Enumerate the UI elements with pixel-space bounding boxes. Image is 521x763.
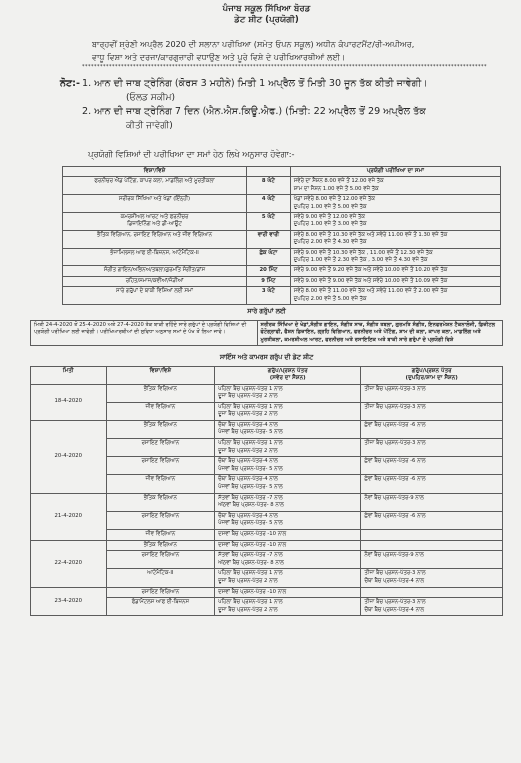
science-header-morning: [215, 366, 361, 384]
science-date: 20-4-2020: [31, 420, 107, 493]
science-evening-batches: ਛੇਵਾਂ ਬੈਚ ਪ੍ਰਸ਼ਨ-ਪੱਤਰ -6 ਨਾਲ: [361, 511, 503, 529]
science-morning-batches: ਪਹਿਲਾ ਬੈਚ ਪ੍ਰਸ਼ਨ-ਪੱਤਰ 1 ਨਾਲ ਦੂਜਾ ਬੈਚ ਪ੍ਰਸ਼ਨ-ਪੱਤਰ 2 ਨਾਲ: [215, 402, 361, 420]
science-subject: ਰਸਾਇਣ ਵਿਗਿਆਨ: [106, 587, 215, 598]
science-title: ਸਾਇੰਸ ਅਤੇ ਕਾਮਰਸ ਗਰੁੱਪ ਦੀ ਡੇਟ ਸ਼ੀਟ: [219, 353, 314, 361]
timing-row: [63, 287, 501, 305]
science-subject: ਭੌਤਿਕ ਵਿਗਿਆਨ: [106, 493, 215, 511]
all-groups-left: ਮਿਤੀ 24-4-2020 ਤੋਂ 25-4-2020 ਅਤੇ 27-4-2020 ਤੱਕ ਬਾਕੀ ਰਹਿੰਦੇ ਸਾਰੇ ਗਰੁੱਪਾਂ ਦੇ ਪ੍ਰਯੋਗੀ ਵਿਸ਼ਿਆਂ ਦੀ ਪ੍ਰਯੋਗੀ ਪਰੀਖਿਆ ਲਈ ਜਾਵੇਗੀ। ਪਰੀਖਿਆਰਥੀਆਂ ਦੀ ਸੁਵਿਧਾ ਅਨੁਸਾਰ ਸਮਾਂ ਦੇ ਪੱਖ ਤੋਂ ਲਿਆ ਜਾਵੇ।: [31, 321, 258, 346]
timing-row: [63, 266, 501, 276]
timing-time: ਖੇਡਾਂ ਸਵੇਰੇ 8.00 ਵਜੇ ਤੋਂ 12.00 ਵਜੇ ਤੱਕ ਦੁਪਹਿਰ 1.00 ਵਜੇ ਤੋਂ 5.00 ਵਜੇ ਤੱਕ: [290, 195, 500, 213]
timing-header-duration: [246, 167, 290, 177]
science-evening-batches: ਤੀਜਾ ਬੈਚ ਪ੍ਰਸ਼ਨ-ਪੱਤਰ-3 ਨਾਲ ਚੌਥਾ ਬੈਚ ਪ੍ਰਸ਼ਨ-ਪੱਤਰ-4 ਨਾਲ: [361, 569, 503, 587]
science-morning-batches: ਚੌਥਾ ਬੈਚ ਪ੍ਰਸ਼ਨ-ਪੱਤਰ-4 ਨਾਲ ਪੰਜਵਾਂ ਬੈਚ ਪ੍ਰਸ਼ਨ-ਪੱਤਰ- 5 ਨਾਲ: [215, 457, 361, 475]
all-groups-table: [30, 320, 503, 346]
science-subject: ਫੰਡਾਮੈਂਟਲਸ ਆਫ ਈ-ਬਿਜ਼ਨਸ: [106, 598, 215, 616]
timing-duration: ਵਾਰੀ ਵਾਰੀ: [246, 230, 290, 248]
science-subject: ਰਸਾਇਣ ਵਿਗਿਆਨ: [106, 439, 215, 457]
science-morning-batches: ਚੌਥਾ ਬੈਚ ਪ੍ਰਸ਼ਨ-ਪੱਤਰ-4 ਨਾਲ ਪੰਜਵਾਂ ਬੈਚ ਪ੍ਰਸ਼ਨ-ਪੱਤਰ- 5 ਨਾਲ: [215, 475, 361, 493]
science-table: [30, 366, 503, 617]
timing-row: [63, 213, 501, 231]
timing-row: [63, 230, 501, 248]
science-row: [31, 493, 503, 511]
science-evening-batches: [361, 587, 503, 598]
timing-row: [63, 276, 501, 286]
science-subject: ਰਸਾਇਣ ਵਿਗਿਆਨ: [106, 551, 215, 569]
science-date: 22-4-2020: [31, 540, 107, 587]
science-subject: ਆਟੋਮੈਟਿਕ-II: [106, 569, 215, 587]
note-item-2: 2. ਆਨ ਦੀ ਜਾਬ ਟ੍ਰੇਨਿੰਗ 7 ਦਿਨ (ਐਨ.ਐਸ.ਕਿਊ.ਐਫ.) (ਮਿਤੀ: 22 ਅਪ੍ਰੈਲ ਤੋਂ 29 ਅਪ੍ਰੈਲ ਤੱਕ: [82, 106, 426, 117]
intro-line-2: ਵਾਧੂ ਵਿਸ਼ਾ ਅਤੇ ਦਰਜਾ/ਕਾਰਗੁਜ਼ਾਰੀ ਵਧਾਉਣ ਅਤੇ ਪੂਰੇ ਵਿਸ਼ੇ ਦੇ ਪਰੀਖਿਆਰਥੀਆਂ ਲਈ।: [92, 52, 346, 62]
science-header-morning-label: ਗਰੁੱਪ/ਪ੍ਰਸ਼ਨ ਪੱਤਰ: [267, 367, 308, 374]
science-evening-batches: ਤੀਜਾ ਬੈਚ ਪ੍ਰਸ਼ਨ-ਪੱਤਰ-3 ਨਾਲ: [361, 402, 503, 420]
science-morning-batches: ਪਹਿਲਾ ਬੈਚ ਪ੍ਰਸ਼ਨ-ਪੱਤਰ 1 ਨਾਲ ਦੂਜਾ ਬੈਚ ਪ੍ਰਸ਼ਨ-ਪੱਤਰ 2 ਨਾਲ: [215, 598, 361, 616]
science-subject: ਰਸਾਇਣ ਵਿਗਿਆਨ: [106, 457, 215, 475]
science-subject: ਜੀਵ ਵਿਗਿਆਨ: [106, 530, 215, 541]
intro-text: [30, 38, 503, 64]
science-morning-batches: ਦਸਵਾਂ ਬੈਚ ਪ੍ਰਸ਼ਨ-ਪੱਤਰ -10 ਨਾਲ: [215, 587, 361, 598]
timing-subject: ਫਰਨੀਚਰ ਐਂਡ ਪੇਂਟਿੰਗ, ਕਾਪਰ ਕਲਾ, ਮਾਡਲਿੰਗ ਅਤੇ ਮੂਰਤੀਕਲਾ: [63, 177, 247, 195]
notes-block: [30, 77, 503, 133]
timing-time: ਸਵੇਰੇ ਦਾ ਸੈਸ਼ਨ 8.00 ਵਜੇ ਤੋਂ 12.00 ਵਜੇ ਤੱਕ ਸ਼ਾਮ ਦਾ ਸੈਸ਼ਨ 1.00 ਵਜੇ ਤੋਂ 5.00 ਵਜੇ ਤੱਕ: [290, 177, 500, 195]
science-evening-batches: ਤੀਜਾ ਬੈਚ ਪ੍ਰਸ਼ਨ-ਪੱਤਰ-3 ਨਾਲ: [361, 384, 503, 402]
note-item-2-cont: ਕੀਤੀ ਜਾਵੇਗੀ): [126, 121, 173, 131]
timing-duration: 3 ਘੰਟੇ: [246, 287, 290, 305]
science-row: [31, 420, 503, 438]
science-morning-batches: ਦਸਵਾਂ ਬੈਚ ਪ੍ਰਸ਼ਨ-ਪੱਤਰ -10 ਨਾਲ: [215, 540, 361, 551]
timing-time: ਸਵੇਰੇ 8.00 ਵਜੇ ਤੋਂ 11.00 ਵਜੇ ਤੱਕ ਅਤੇ ਸਵੇਰੇ 11.00 ਵਜੇ ਤੋਂ 2.00 ਵਜੇ ਤੱਕ ਦੁਪਹਿਰ 2.00 ਵਜੇ ਤੋਂ 5.00 ਵਜੇ ਤੱਕ: [290, 287, 500, 305]
all-groups-title: ਸਾਰੇ ਗਰੁੱਪਾਂ ਲਈ: [247, 308, 286, 316]
science-header-date: ਮਿਤੀ: [31, 366, 107, 384]
timing-header-subject: ਵਿਸ਼ਾ/ਵਿਸ਼ੇ: [63, 167, 247, 177]
science-morning-batches: ਪਹਿਲਾ ਬੈਚ ਪ੍ਰਸ਼ਨ-ਪੱਤਰ 1 ਨਾਲ ਦੂਜਾ ਬੈਚ ਪ੍ਰਸ਼ਨ-ਪੱਤਰ 2 ਨਾਲ: [215, 569, 361, 587]
science-evening-batches: [361, 530, 503, 541]
notes-label: ਨੋਟ:-: [60, 78, 80, 89]
science-evening-batches: ਤੀਜਾ ਬੈਚ ਪ੍ਰਸ਼ਨ-ਪੱਤਰ-3 ਨਾਲ ਚੌਥਾ ਬੈਚ ਪ੍ਰਸ਼ਨ-ਪੱਤਰ-4 ਨਾਲ: [361, 598, 503, 616]
timing-subject: ਸੰਗੀਤ ਗਾਇਨ/ਅਭਿਨਅ/ਤਬਲਾ/ਗੁਰਮਤਿ ਸੰਗੀਤ/ਡਾਂਸ: [63, 266, 247, 276]
practical-intro: ਪ੍ਰਯੋਗੀ ਵਿਸ਼ਿਆਂ ਦੀ ਪਰੀਖਿਆ ਦਾ ਸਮਾਂ ਹੇਠ ਲਿਖੇ ਅਨੁਸਾਰ ਹੋਵੇਗਾ:-: [88, 149, 295, 159]
science-date: 21-4-2020: [31, 493, 107, 540]
all-groups-right: ਸਰੀਰਕ ਸਿੱਖਿਆ ਦੇ ਖੇਡਾਂ,ਸੰਗੀਤ ਗਾਇਨ, ਸੰਗੀਤ ਸਾਜ਼, ਸੰਗੀਤ ਤਬਲਾ, ਗੁਰਮਤਿ ਸੰਗੀਤ, ਇਨਫਰਮੇਸ਼ਨ ਟੈਕਨਾਲੋਜੀ, ਡਿਜ਼ੀਟਲ ਫੋਟੋਗ੍ਰਾਫੀ, ਫੈਸ਼ਨ ਡਿਜ਼ਾਇਨ, ਗ੍ਰਹਿ ਵਿਗਿਆਨ, ਫਰਨੀਚਰ ਅਤੇ ਪੇਂਟਿੰਗ, ਸ਼ਾਮ ਦੀ ਕਲਾ, ਕਾਪਰ ਕਲਾ, ਮਾਡਲਿੰਗ ਅਤੇ ਮੂਰਤੀਕਲਾ, ਕਮਰਸ਼ੀਅਲ ਆਰਟ, ਫਰਨੀਚਰ ਅਤੇ ਰਸਾਇਣਿਕ ਅਤੇ ਬਾਕੀ ਸਾਰੇ ਗਰੁੱਪਾਂ ਦੇ ਪ੍ਰਯੋਗੀ ਵਿਸ਼ੇ: [257, 321, 502, 346]
science-evening-batches: ਨੌਵਾਂ ਬੈਚ ਪ੍ਰਸ਼ਨ-ਪੱਤਰ-9 ਨਾਲ: [361, 493, 503, 511]
timing-time: ਸਵੇਰੇ 8.00 ਵਜੇ ਤੋਂ 10.30 ਵਜੇ ਤੱਕ ਅਤੇ ਸਵੇਰੇ 11.00 ਵਜੇ ਤੋਂ 1.30 ਵਜੇ ਤੱਕ ਦੁਪਹਿਰ 2.00 ਵਜੇ ਤੋਂ 4.30 ਵਜੇ ਤੱਕ: [290, 230, 500, 248]
note-item-1-sub: (ਓਲਡ ਸਕੀਮ): [126, 93, 176, 103]
science-evening-batches: ਛੇਵਾਂ ਬੈਚ ਪ੍ਰਸ਼ਨ-ਪੱਤਰ -6 ਨਾਲ: [361, 420, 503, 438]
science-morning-batches: ਚੌਥਾ ਬੈਚ ਪ੍ਰਸ਼ਨ-ਪੱਤਰ-4 ਨਾਲ ਪੰਜਵਾਂ ਬੈਚ ਪ੍ਰਸ਼ਨ-ਪੱਤਰ- 5 ਨਾਲ: [215, 511, 361, 529]
science-morning-batches: ਚੌਥਾ ਬੈਚ ਪ੍ਰਸ਼ਨ-ਪੱਤਰ-4 ਨਾਲ ਪੰਜਵਾਂ ਬੈਚ ਪ੍ਰਸ਼ਨ-ਪੱਤਰ- 5 ਨਾਲ: [215, 420, 361, 438]
science-row: [31, 587, 503, 598]
science-morning-batches: ਸੱਤਵਾਂ ਬੈਚ ਪ੍ਰਸ਼ਨ-ਪੱਤਰ -7 ਨਾਲ ਅੱਠਵਾਂ ਬੈਚ ਪ੍ਰਸ਼ਨ-ਪੱਤਰ- 8 ਨਾਲ: [215, 551, 361, 569]
timing-row: [63, 195, 501, 213]
science-header-evening-label: ਗਰੁੱਪ/ਪ੍ਰਸ਼ਨ ਪੱਤਰ: [411, 367, 452, 374]
science-subject: ਰਸਾਇਣ ਵਿਗਿਆਨ: [106, 511, 215, 529]
timing-row: [63, 177, 501, 195]
timing-subject: ਕਮਰਸ਼ੀਅਲ ਆਰਟ ਅਤੇ ਫਰਨੀਚਰ ਡਿਜ਼ਾਇਨਿੰਗ ਅਤੇ ਡੀ-ਆਊਟ: [63, 213, 247, 231]
note-item-1: 1. ਆਨ ਦੀ ਜਾਬ ਟ੍ਰੇਨਿੰਗ (ਕੋਰਸ 3 ਮਹੀਨੇ) ਮਿਤੀ 1 ਅਪ੍ਰੈਲ ਤੋਂ ਮਿਤੀ 30 ਜੂਨ ਤੱਕ ਕੀਤੀ ਜਾਵੇਗੀ।: [82, 78, 428, 89]
timing-header-time: ਪ੍ਰਯੋਗੀ ਪਰੀਖਿਆ ਦਾ ਸਮਾਂ: [290, 167, 500, 177]
timing-time: ਸਵੇਰੇ 9.00 ਵਜੇ ਤੋਂ 12.00 ਵਜੇ ਤੱਕ ਦੁਪਹਿਰ 1.00 ਵਜੇ ਤੋਂ 3.00 ਵਜੇ ਤੱਕ: [290, 213, 500, 231]
timing-time: ਸਵੇਰੇ 9.00 ਵਜੇ ਤੋਂ 9.00 ਵਜੇ ਤੱਕ ਅਤੇ ਸਵੇਰੇ 10.00 ਵਜੇ ਤੋਂ 10.09 ਵਜੇ ਤੱਕ: [290, 276, 500, 286]
science-header-subject: ਵਿਸ਼ਾ/ਵਿਸ਼ੇ: [106, 366, 215, 384]
timing-time: ਸਵੇਰੇ 9.00 ਵਜੇ ਤੋਂ 9.20 ਵਜੇ ਤੱਕ ਅਤੇ ਸਵੇਰੇ 10.00 ਵਜੇ ਤੋਂ 10.20 ਵਜੇ ਤੱਕ: [290, 266, 500, 276]
science-morning-batches: ਸੱਤਵਾਂ ਬੈਚ ਪ੍ਰਸ਼ਨ-ਪੱਤਰ -7 ਨਾਲ ਅੱਠਵਾਂ ਬੈਚ ਪ੍ਰਸ਼ਨ-ਪੱਤਰ- 8 ਨਾਲ: [215, 493, 361, 511]
intro-line-1: ਬਾਰ੍ਹਵੀਂ ਸ਼੍ਰੇਣੀ ਅਪ੍ਰੈਲ 2020 ਦੀ ਸਲਾਨਾ ਪਰੀਖਿਆ (ਸਮੇਤ ਓਪਨ ਸਕੂਲ) ਅਧੀਨ ਕੰਪਾਰਟਮੈਂਟ/ਰੀ-ਅਪੀਅਰ,: [92, 39, 415, 49]
timing-subject: ਭੋਜਾਮਿਲਸਲ ਆਫ ਈ-ਬਿਜ਼ਨਸ, ਆਟੋਮੈਟਿਕ-II: [63, 248, 247, 266]
science-evening-batches: ਨੌਵਾਂ ਬੈਚ ਪ੍ਰਸ਼ਨ-ਪੱਤਰ-9 ਨਾਲ: [361, 551, 503, 569]
science-evening-batches: ਤੀਜਾ ਬੈਚ ਪ੍ਰਸ਼ਨ-ਪੱਤਰ-3 ਨਾਲ: [361, 439, 503, 457]
science-row: [31, 540, 503, 551]
timing-subject: ਭੌਤਿਕ ਵਿਗਿਆਨ, ਰਸਾਇਣ ਵਿਗਿਆਨ ਅਤੇ ਜੀਵ ਵਿਗਿਆਨ: [63, 230, 247, 248]
timing-subject: ਰਹਿਤ/ਸਮਾਜ/ਕਵੀਆਂ/ਜੋੜੀਆਂ: [63, 276, 247, 286]
star-divider: ***************************************************************************************************************************************: [82, 64, 487, 70]
science-evening-batches: [361, 540, 503, 551]
science-date: 18-4-2020: [31, 384, 107, 420]
science-evening-batches: ਛੇਵਾਂ ਬੈਚ ਪ੍ਰਸ਼ਨ-ਪੱਤਰ -6 ਨਾਲ: [361, 457, 503, 475]
timing-row: [63, 248, 501, 266]
timing-duration: 20 ਮਿੰਟ: [246, 266, 290, 276]
timing-duration: ਛੇਕ ਘੰਟਾ: [246, 248, 290, 266]
timing-duration: 4 ਘੰਟੇ: [246, 195, 290, 213]
science-morning-batches: ਪਹਿਲਾ ਬੈਚ ਪ੍ਰਸ਼ਨ-ਪੱਤਰ 1 ਨਾਲ ਦੂਜਾ ਬੈਚ ਪ੍ਰਸ਼ਨ-ਪੱਤਰ 2 ਨਾਲ: [215, 384, 361, 402]
science-header-evening-sub: (ਦੁਪਹਿਰ/ਸ਼ਾਮ ਦਾ ਸੈਸ਼ਨ): [405, 375, 458, 382]
timing-duration: 9 ਮਿੰਟ: [246, 276, 290, 286]
science-subject: ਭੌਤਿਕ ਵਿਗਿਆਨ: [106, 420, 215, 438]
science-header-morning-sub: (ਸਵੇਰ ਦਾ ਸੈਸ਼ਨ): [269, 375, 306, 382]
science-date: 23-4-2020: [31, 587, 107, 616]
timing-table: [62, 166, 501, 305]
science-subject: ਜੀਵ ਵਿਗਿਆਨ: [106, 475, 215, 493]
timing-duration: 5 ਘੰਟੇ: [246, 213, 290, 231]
timing-subject: ਸਰੀਰਕ ਸਿੱਖਿਆ ਅਤੇ ਖੇਡਾਂ (ਇੰਨ੍ਹੀ): [63, 195, 247, 213]
timing-duration: 8 ਘੰਟੇ: [246, 177, 290, 195]
science-morning-batches: ਪਹਿਲਾ ਬੈਚ ਪ੍ਰਸ਼ਨ-ਪੱਤਰ 1 ਨਾਲ ਦੂਜਾ ਬੈਚ ਪ੍ਰਸ਼ਨ-ਪੱਤਰ 2 ਨਾਲ: [215, 439, 361, 457]
science-subject: ਜੀਵ ਵਿਗਿਆਨ: [106, 402, 215, 420]
science-subject: ਭੌਤਿਕ ਵਿਗਿਆਨ: [106, 384, 215, 402]
science-subject: ਭੌਤਿਕ ਵਿਗਿਆਨ: [106, 540, 215, 551]
science-evening-batches: ਛੇਵਾਂ ਬੈਚ ਪ੍ਰਸ਼ਨ-ਪੱਤਰ -6 ਨਾਲ: [361, 475, 503, 493]
science-row: [31, 384, 503, 402]
timing-subject: ਸਾਰੇ ਗਰੁੱਪਾਂ ਦੇ ਬਾਕੀ ਵਿਸ਼ਿਆਂ ਲਈ ਸਮਾਂ: [63, 287, 247, 305]
page-title: ਡੇਟ ਸ਼ੀਟ (ਪ੍ਰਯੋਗੀ): [234, 15, 299, 25]
science-morning-batches: ਦਸਵਾਂ ਬੈਚ ਪ੍ਰਸ਼ਨ-ਪੱਤਰ -10 ਨਾਲ: [215, 530, 361, 541]
timing-time: ਸਵੇਰੇ 9.00 ਵਜੇ ਤੋਂ 10.30 ਵਜੇ ਤੱਕ , 11.00 ਵਜੇ ਤੋਂ 12.30 ਵਜੇ ਤੱਕ ਦੁਪਹਿਰ 1.00 ਵਜੇ ਤੋਂ 2.30 ਵਜੇ ਤੱਕ , 3.00 ਵਜੇ ਤੋਂ 4.30 ਵਜੇ ਤੱਕ: [290, 248, 500, 266]
board-name: ਪੰਜਾਬ ਸਕੂਲ ਸਿੱਖਿਆ ਬੋਰਡ: [222, 4, 311, 14]
science-header-evening: [361, 366, 503, 384]
